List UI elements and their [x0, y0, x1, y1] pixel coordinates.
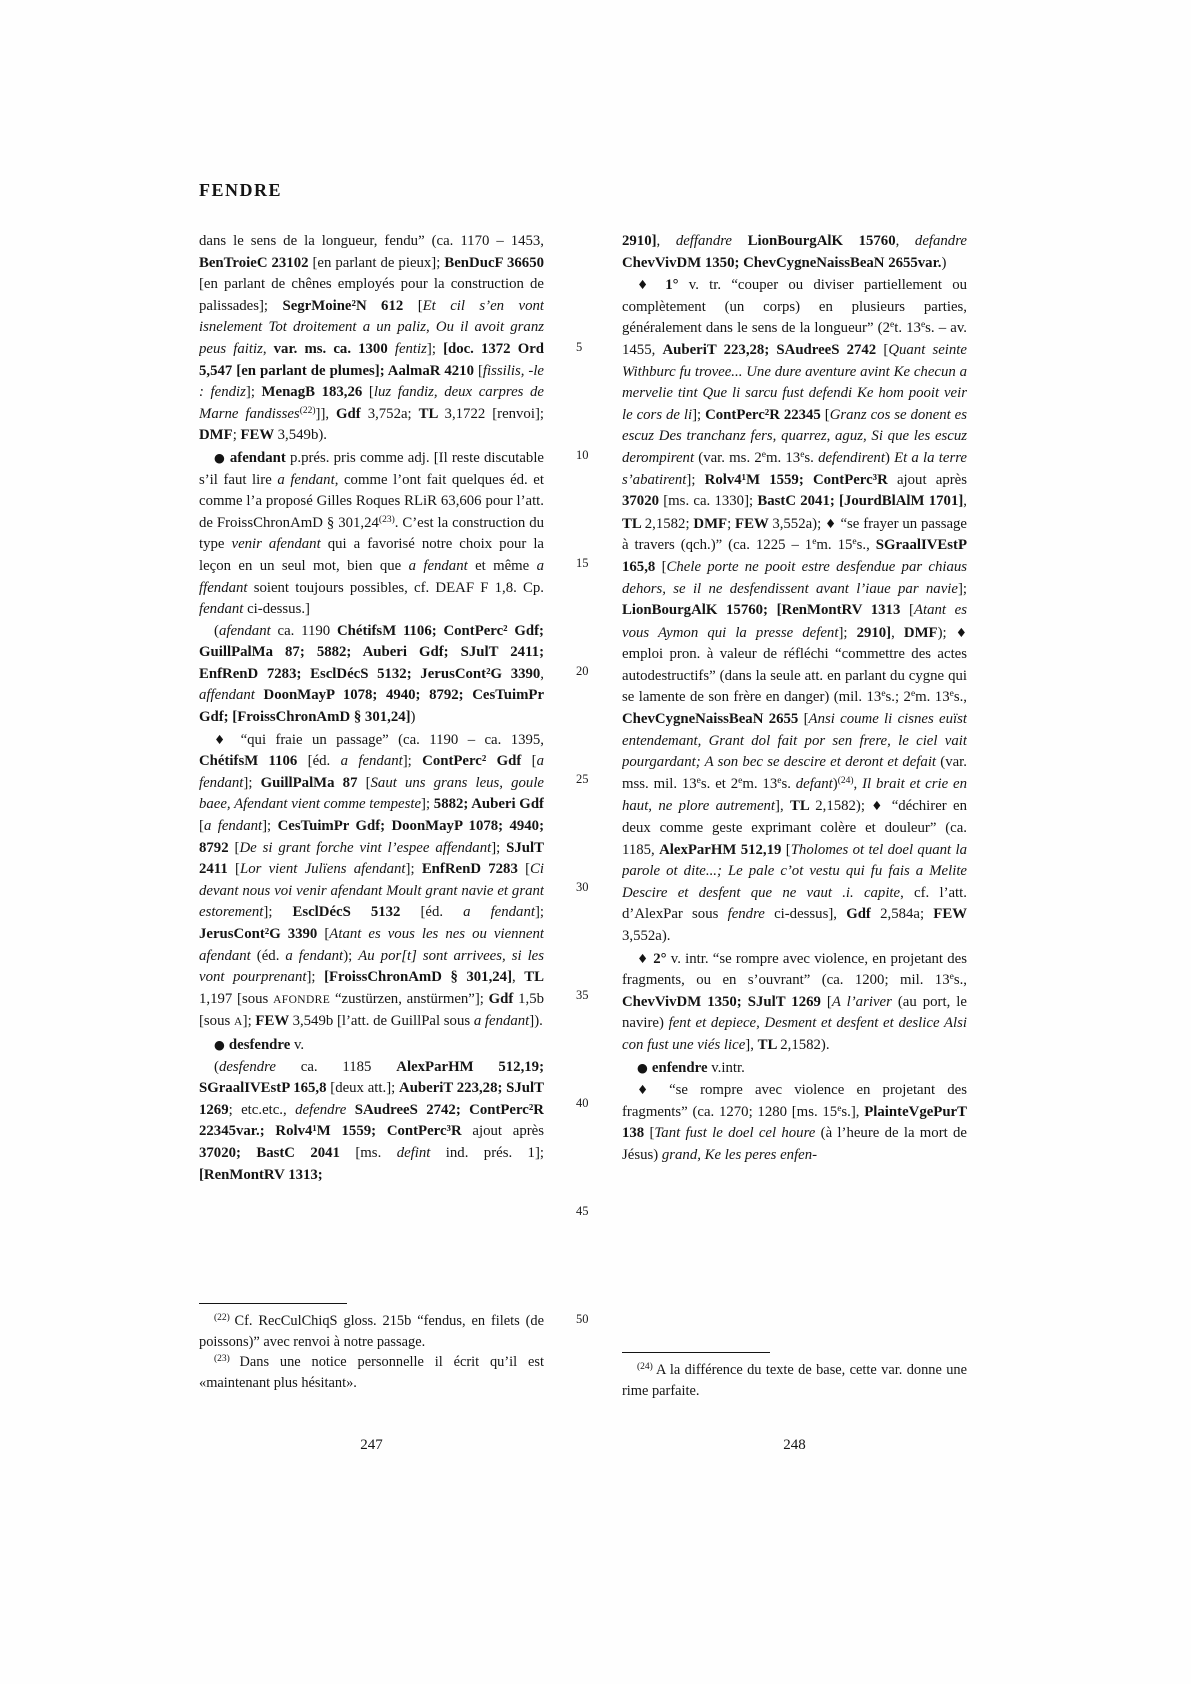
text-run: De si grant forche vint l’espee affendant — [239, 839, 492, 856]
text-run: A la différence du texte de base, cette var. donne une rime parfaite. — [622, 1362, 968, 1399]
text-run: “déchirer en deux comme geste exprimant colère et douleur” (ca. 1185, — [622, 798, 967, 858]
text-run: venir afendant — [231, 536, 328, 553]
text-run: ; — [727, 515, 736, 532]
text-run: Rolv4¹M 1559; ContPerc³R — [704, 471, 897, 488]
text-run: affendant — [199, 687, 264, 704]
text-run: ci-dessus], — [774, 906, 847, 923]
text-run: AlexParHM 512,19; SGraalIVEstP 165,8 — [199, 1058, 544, 1097]
text-run: s., — [856, 537, 876, 554]
text-run: v. intr. “se rompre avec violence, en projetant des fragments, ou en s’ouvrant” (ca. 1200; mil. 13 — [622, 950, 967, 989]
text-run: ajout après — [472, 1123, 544, 1140]
text-run: ChétifsM 1106 — [199, 753, 308, 770]
text-run: fentiz — [394, 340, 427, 357]
footnote-rule — [199, 1303, 347, 1304]
text-run: “qui fraie un passage” (ca. 1190 – ca. 1395, — [240, 731, 544, 748]
text-run: ]; — [242, 1013, 256, 1030]
text-run: 3,1722 [renvoi]; — [444, 405, 544, 422]
text-run: afendant — [229, 449, 290, 466]
text-run: e — [800, 449, 805, 460]
text-run: ]; — [692, 406, 706, 423]
text-run: PlainteVgePurT 138 — [622, 1103, 967, 1142]
text-run: m. 13 — [915, 689, 950, 706]
text-run: “zustürzen, anstürmen”]; — [330, 990, 489, 1007]
text-run: ]; — [686, 471, 705, 488]
text-run: Dans une notice personnelle il écrit qu’il est «maintenant plus hésitant». — [199, 1354, 545, 1391]
text-run: [en parlant de pieux]; — [312, 254, 445, 271]
text-run: a fendant — [277, 471, 335, 488]
text-run: ContPerc² Gdf — [422, 753, 532, 770]
text-run: MenagB 183,26 — [261, 384, 369, 401]
text-run: desfendre — [228, 1036, 294, 1053]
text-run: (24) — [637, 1362, 656, 1372]
text-run: ChevVivDM 1350; SJulT 1269 — [622, 993, 827, 1010]
text-run: ( — [214, 622, 219, 639]
text-run: ]; — [243, 774, 261, 791]
text-run: afendant — [218, 622, 278, 639]
paragraph-continuation — [199, 231, 544, 447]
text-run: SegrMoine²N 612 — [282, 297, 418, 314]
text-run: Gdf — [488, 990, 519, 1007]
footnote-23 — [199, 1352, 544, 1393]
text-run: ) — [941, 254, 947, 271]
text-run: fendre — [727, 906, 775, 923]
paragraph-continuation — [622, 231, 967, 274]
text-run: Et a la terre s’abatirent — [622, 449, 967, 488]
text-run: GuillPalMa 87 — [260, 774, 366, 791]
text-run: “se frayer un passage à travers (qch.)” (ca. 1225 – 1 — [622, 515, 967, 554]
text-run: m. 13 — [742, 775, 778, 792]
text-run: DoonMayP 1078; 4940; 8792; CesTuimPr Gdf; [FroissChronAmD § 301,24] — [199, 687, 544, 726]
text-run: v. — [293, 1036, 305, 1053]
text-run: BenDucF 36650 — [444, 254, 544, 271]
text-run: [RenMontRV 1313; — [199, 1166, 323, 1183]
text-run: e — [949, 689, 954, 700]
text-run: TL — [524, 969, 544, 986]
text-run: ]; — [534, 904, 544, 921]
text-run: e — [910, 689, 916, 700]
text-run: (var. mss. mil. 13 — [622, 754, 967, 792]
text-run: ) — [884, 449, 895, 466]
text-run: EnfRenD 7283 — [421, 861, 526, 878]
text-run: BastC 2041; [JourdBlAlM 1701] — [757, 493, 964, 510]
line-number: 50 — [576, 1312, 589, 1326]
text-run: [ — [234, 839, 240, 856]
text-run: [ — [826, 993, 832, 1010]
text-run: 1,197 [sous — [199, 990, 274, 1007]
entry-afendant — [199, 447, 544, 621]
footnotes-right — [622, 1352, 967, 1401]
text-run: s., — [953, 689, 967, 706]
attestation-list-afendant — [199, 621, 544, 729]
text-run: Granz cos se donent es escuz Des tranchanz fers, quarrez, aguz, Si que les escuz derompirent — [622, 406, 967, 466]
text-run: ]; — [402, 753, 423, 770]
text-run: ], — [775, 798, 790, 815]
text-run: s. — [804, 449, 819, 466]
text-run: s. – av. 1455, — [622, 320, 967, 358]
right-column — [622, 231, 967, 1345]
entry-enfendre — [622, 1057, 967, 1080]
text-run: 3,552a). — [622, 928, 671, 944]
text-run: fendant — [199, 601, 248, 618]
text-run: [ — [531, 753, 537, 770]
text-run: ]; — [245, 384, 262, 401]
text-run: a fendant — [463, 904, 535, 921]
text-run: [doc. 1372 Ord 5,547 [en parlant de plumes]; AalmaR 4210 — [199, 340, 544, 379]
text-run: AuberiT 223,28; SAudreeS 2742 — [662, 341, 884, 358]
text-run: fent et depiece, Desment et desfent et deslice Alsi con fust une viés lice — [622, 1015, 967, 1053]
text-run: grand, Ke les peres enfen- — [661, 1146, 818, 1163]
bullet-glyph: ♦ — [955, 624, 967, 640]
text-run: SGraalIVEstP 165,8 — [622, 537, 967, 575]
text-run: ) — [410, 709, 416, 726]
text-run: defendre — [295, 1101, 355, 1118]
text-run: 1° — [665, 277, 689, 294]
sense-1-desfendre — [622, 274, 967, 947]
text-run: A l’ariver — [831, 993, 898, 1010]
text-run: ); — [343, 947, 359, 964]
text-run: “se rompre avec violence en projetant des fragments” (ca. 1270; 1280 [ms. 15 — [622, 1082, 967, 1120]
entry-desfendre — [199, 1034, 544, 1057]
text-run: A — [233, 1016, 243, 1029]
text-run: ContPerc²R 22345 — [705, 406, 825, 423]
text-run: ca. 1185 — [300, 1058, 397, 1075]
text-run: ; etc.etc., — [228, 1101, 296, 1118]
sense-afendant — [199, 729, 544, 1034]
text-run: ca. 1190 — [277, 622, 337, 639]
text-run: Lor vient Julïens afendant — [239, 861, 406, 878]
text-run: FEW — [255, 1013, 293, 1030]
text-run: a fendant — [199, 753, 544, 791]
bullet-glyph: ♦ — [214, 731, 241, 747]
bullet-glyph: ♦ — [637, 950, 654, 966]
page-number-left: 247 — [360, 1437, 383, 1453]
text-run: [ — [417, 297, 423, 314]
text-run: defant — [795, 775, 833, 792]
text-run: (à l’heure de la mort de Jésus) — [622, 1125, 967, 1163]
text-run: ]; — [838, 624, 857, 641]
text-run: a fendant — [473, 1013, 530, 1030]
text-run: Tant fust le doel cel houre — [654, 1125, 821, 1142]
text-run: s., — [953, 972, 967, 989]
bullet-glyph: ♦ — [871, 798, 892, 814]
bullet-glyph: ● — [637, 1059, 652, 1075]
text-run: FEW — [933, 906, 967, 923]
text-run: a fendant — [203, 818, 263, 835]
text-run: e — [949, 972, 954, 983]
text-run: , — [262, 340, 274, 357]
text-run: luz fandiz, deux carpres de Marne fandisses — [199, 384, 544, 422]
text-run: Gdf — [846, 906, 881, 923]
text-run: FEW — [735, 515, 773, 532]
text-run: ]], — [315, 405, 337, 422]
text-run: 5882; Auberi Gdf — [433, 796, 544, 813]
text-run: ; — [232, 427, 241, 444]
text-run: [ — [883, 341, 889, 358]
text-run: (au port, le navire) — [622, 993, 967, 1032]
bullet-glyph: ♦ — [637, 277, 666, 293]
text-run: ); — [937, 624, 956, 641]
text-run: [ — [324, 926, 330, 942]
line-number: 25 — [576, 772, 589, 786]
text-run: defendirent — [818, 449, 885, 466]
text-run: (24) — [837, 775, 854, 786]
text-run: 2910] — [622, 233, 657, 249]
line-number: 40 — [576, 1096, 589, 1110]
text-run: s.], — [841, 1103, 865, 1120]
text-run: [ — [661, 558, 667, 575]
text-run: e — [696, 775, 701, 786]
text-run: (var. ms. 2 — [698, 449, 762, 466]
text-run: 3,752a; — [367, 405, 419, 422]
text-run: ajout après — [896, 471, 967, 488]
text-run: , comme l’ont fait quelques éd. et comme l’a proposé Gilles Roques RLiR 63,606 pour l’att. de FroissChronAmD § 301,24 — [199, 471, 544, 531]
text-run: [ — [368, 384, 374, 401]
text-run: Il brait et crie en haut, ne plore autrement — [622, 775, 967, 815]
text-run: e — [812, 537, 817, 548]
text-run: 2910] — [856, 624, 892, 641]
text-run: [ — [525, 861, 531, 878]
text-run: [deux att.]; — [330, 1080, 400, 1097]
text-run: enfendre — [651, 1059, 712, 1076]
line-number: 15 — [576, 556, 589, 570]
text-run: [ms. — [355, 1144, 397, 1161]
text-run: [ — [477, 362, 483, 379]
text-run: Saut uns grans leus, goule baee, Afendant vient comme tempeste — [199, 774, 544, 813]
text-run: 37020 — [622, 493, 664, 510]
text-run: 37020; BastC 2041 — [199, 1144, 356, 1161]
text-run: v. tr. “couper ou diviser partiellement ou complètement (un corps) en plusieurs parties, généralement dans le sens de la longueur” (2 — [622, 277, 967, 337]
text-run: Et cil s’en vont isnelement Tot droitement a un paliz, Ou il avoit granz peus faitiz — [199, 297, 544, 357]
text-run: Gdf — [336, 405, 368, 422]
text-run: 2,1582). — [780, 1036, 830, 1053]
text-run: s. et 2 — [700, 775, 739, 792]
text-run: LionBourgAlK 15760 — [747, 233, 896, 249]
page-number-right: 248 — [783, 1437, 806, 1453]
text-run: defint — [396, 1144, 446, 1161]
text-run: deffandre — [675, 233, 748, 249]
text-run: [ms. ca. 1330]; — [663, 493, 758, 510]
text-run: ChétifsM 1106; ContPerc² Gdf; GuillPalMa 87; 5882; Auberi Gdf; SJulT 2411; EnfRenD 7283; EsclDécS 5132; JerusCont²G 3390 — [199, 622, 544, 682]
text-run: 2,1582); — [815, 798, 872, 815]
text-run: [éd. — [420, 904, 464, 921]
text-run: Atant es vous Aymon qui la presse defent — [622, 602, 967, 641]
text-run: 2° — [653, 950, 671, 967]
text-run: p.prés. pris comme adj. [Il reste discutable s’il faut lire — [199, 449, 544, 488]
line-number: 20 — [576, 664, 589, 678]
text-run: [ — [824, 406, 830, 423]
text-run: LionBourgAlK 15760; [RenMontRV 1313 — [622, 602, 910, 619]
text-run: FEW — [240, 427, 278, 444]
text-run: 3,549b [l’att. de GuillPal sous — [292, 1013, 474, 1030]
text-run: , — [891, 624, 904, 641]
text-run: [ — [803, 711, 809, 728]
text-run: (22) — [214, 1313, 235, 1323]
text-run: AuberiT 223,28; SJulT 1269 — [199, 1080, 544, 1118]
text-run: ]; — [426, 340, 444, 357]
text-run: , — [963, 493, 967, 510]
text-run: fissilis, -le : fendiz — [199, 362, 544, 401]
text-run: e — [738, 775, 743, 786]
text-run: Chele porte ne pooit estre desfendue par chiaus dehors, se il ne desfendissent avant l’iaue par navie — [622, 558, 967, 597]
text-run: a fendant — [285, 947, 344, 964]
text-run: 2,584a; — [880, 906, 934, 923]
text-run: DMF — [199, 427, 233, 444]
text-run: (éd. — [256, 947, 286, 964]
text-run: Atant es vous les nes ou viennent afendant — [199, 926, 544, 964]
line-number: 10 — [576, 448, 589, 462]
text-run: [ — [199, 818, 204, 835]
text-run: (23) — [378, 514, 395, 525]
text-run: AlexParHM 512,19 — [659, 841, 786, 858]
text-run: TL — [622, 515, 645, 532]
text-run: ( — [214, 1058, 219, 1075]
text-run: t. 13 — [894, 320, 921, 337]
text-run: soient toujours possibles, cf. DEAF F 1,8. Cp. — [253, 579, 544, 596]
text-run: e — [881, 689, 886, 700]
text-run: ci-dessus.] — [247, 601, 310, 618]
text-run: ind. prés. 1]; — [445, 1144, 544, 1161]
text-run: Ansi coume li cisnes euïst entendemant, Grant dol fait por sen frere, le ciel vait pourgardant; A son bec se descire et deront et defait — [622, 711, 967, 771]
text-run: m. 13 — [765, 449, 801, 466]
text-run: JerusCont²G 3390 — [199, 926, 325, 942]
text-run: [ — [649, 1125, 655, 1142]
text-run: [en parlant de chênes employés pour la construction de palissades]; — [199, 276, 544, 314]
text-run: ]; — [957, 580, 967, 597]
text-run: [éd. — [307, 753, 341, 770]
line-number: 35 — [576, 988, 589, 1002]
text-run: , — [656, 233, 676, 249]
text-run: dans le sens de la longueur, fendu” (ca. 1170 – 1453, — [199, 233, 544, 249]
text-run: Tholomes ot tel doel quant la parole ot dite...; Le pale c’ot vestu qui fu fais a Melite Descire et desfent que ne vaut .i. capite — [622, 841, 967, 901]
text-run: var. ms. ca. 1300 — [273, 340, 395, 357]
text-run: DMF — [903, 624, 938, 641]
text-run: a ffendant — [199, 557, 544, 596]
text-run: BenTroieC 23102 — [199, 254, 313, 271]
footnotes-left — [199, 1303, 544, 1393]
line-number: 45 — [576, 1204, 589, 1218]
text-run: TL — [790, 798, 816, 815]
line-number: 30 — [576, 880, 589, 894]
text-run: s. — [781, 775, 796, 792]
text-run: SAudreeS 2742; ContPerc²R 22345var.; Rolv4¹M 1559; ContPerc³R — [199, 1101, 544, 1140]
text-run: ) — [832, 775, 838, 792]
text-run: Au por[t] sont arrivees, si les vont pourprenant — [199, 947, 544, 986]
left-column — [199, 231, 544, 1303]
text-run: e — [852, 537, 857, 548]
bullet-glyph: ● — [214, 1036, 229, 1052]
text-run: e — [890, 320, 895, 331]
text-run: , — [540, 665, 544, 682]
text-run: , cf. l’att. d’AlexPar sous — [622, 884, 967, 923]
text-run: ChevVivDM 1350; ChevCygneNaissBeaN 2655var. — [622, 254, 942, 271]
text-run: et même — [475, 557, 537, 574]
footnote-22 — [199, 1311, 544, 1352]
text-run: ], — [745, 1036, 758, 1053]
text-run: e — [837, 1103, 842, 1114]
text-run: DMF — [693, 515, 728, 532]
text-run: v.intr. — [711, 1059, 745, 1076]
text-run: Cf. RecCulChiqS gloss. 215b “fendus, en filets (de poissons)” avec renvoi à notre passage. — [199, 1313, 544, 1350]
page-title: FENDRE — [199, 180, 283, 200]
text-run: Ci devant nous voi venir afendant Moult grant navie et grant estorement — [199, 861, 544, 921]
text-run: ChevCygneNaissBeaN 2655 — [622, 711, 804, 728]
text-run: e — [920, 320, 926, 331]
text-run: s.; 2 — [885, 689, 911, 706]
text-run: a fendant — [340, 753, 403, 770]
text-run: ]; — [263, 904, 293, 921]
bullet-glyph: ♦ — [637, 1082, 670, 1098]
text-run: ]; — [421, 796, 434, 813]
text-run: SJulT 2411 — [199, 839, 544, 878]
bullet-glyph: ♦ — [825, 515, 841, 531]
text-run: (23) — [214, 1354, 240, 1365]
text-run: emploi pron. à valeur de réfléchi “commettre des actes autodestructifs” (dans la seule att. en parlant du cygne qui se lamente de son frère en danger) (mil. 13 — [622, 646, 967, 706]
text-run: desfendre — [218, 1058, 301, 1075]
text-run: . C’est la construction du type — [199, 514, 544, 553]
text-run: EsclDécS 5132 — [292, 904, 421, 921]
text-run: 3,552a); — [772, 515, 826, 532]
text-run: ]; — [491, 839, 507, 856]
text-run: 1,5b [sous — [199, 990, 544, 1030]
line-number: 5 — [576, 340, 583, 354]
text-run: qui a favorisé notre choix pour la leçon en un seul mot, bien que — [199, 536, 544, 574]
text-run: , — [895, 233, 915, 249]
text-run: e — [777, 775, 782, 786]
text-run: 2,1582; — [644, 515, 694, 532]
sense-2-desfendre — [622, 948, 967, 1057]
text-run: [FroissChronAmD § 301,24] — [324, 969, 512, 986]
text-run: [ — [365, 774, 371, 791]
text-run: TL — [418, 405, 445, 422]
text-run: [ — [909, 602, 914, 619]
text-run: , — [512, 969, 525, 986]
text-run: m. 15 — [816, 537, 853, 554]
text-run: e — [761, 449, 766, 460]
text-run: 3,549b). — [277, 427, 327, 444]
text-run: TL — [757, 1036, 781, 1053]
text-run: (22) — [299, 405, 316, 416]
text-run: [ — [235, 861, 240, 878]
text-run: ]; — [306, 969, 325, 986]
text-run: ]; — [405, 861, 422, 878]
text-run: [ — [785, 841, 791, 858]
footnote-rule — [622, 1352, 770, 1353]
text-run: AFONDRE — [273, 993, 331, 1006]
text-run: defandre — [914, 233, 967, 249]
text-run: Quant seinte Withburc fu trovee... Une dure aventure avint Ke checun a mervelie tint Que li sarcu fust defendi Ke hom pooit veir le cors de li — [622, 341, 967, 423]
sense-enfendre — [622, 1079, 967, 1166]
text-run: ]; — [262, 818, 278, 835]
footnote-24 — [622, 1360, 967, 1401]
text-run: CesTuimPr Gdf; DoonMayP 1078; 4940; 8792 — [199, 818, 544, 856]
text-run: ]). — [529, 1013, 543, 1030]
text-run: , — [853, 775, 863, 792]
text-run: a fendant — [408, 557, 476, 574]
bullet-glyph: ● — [214, 449, 230, 465]
attestation-list-desfendre — [199, 1057, 544, 1187]
